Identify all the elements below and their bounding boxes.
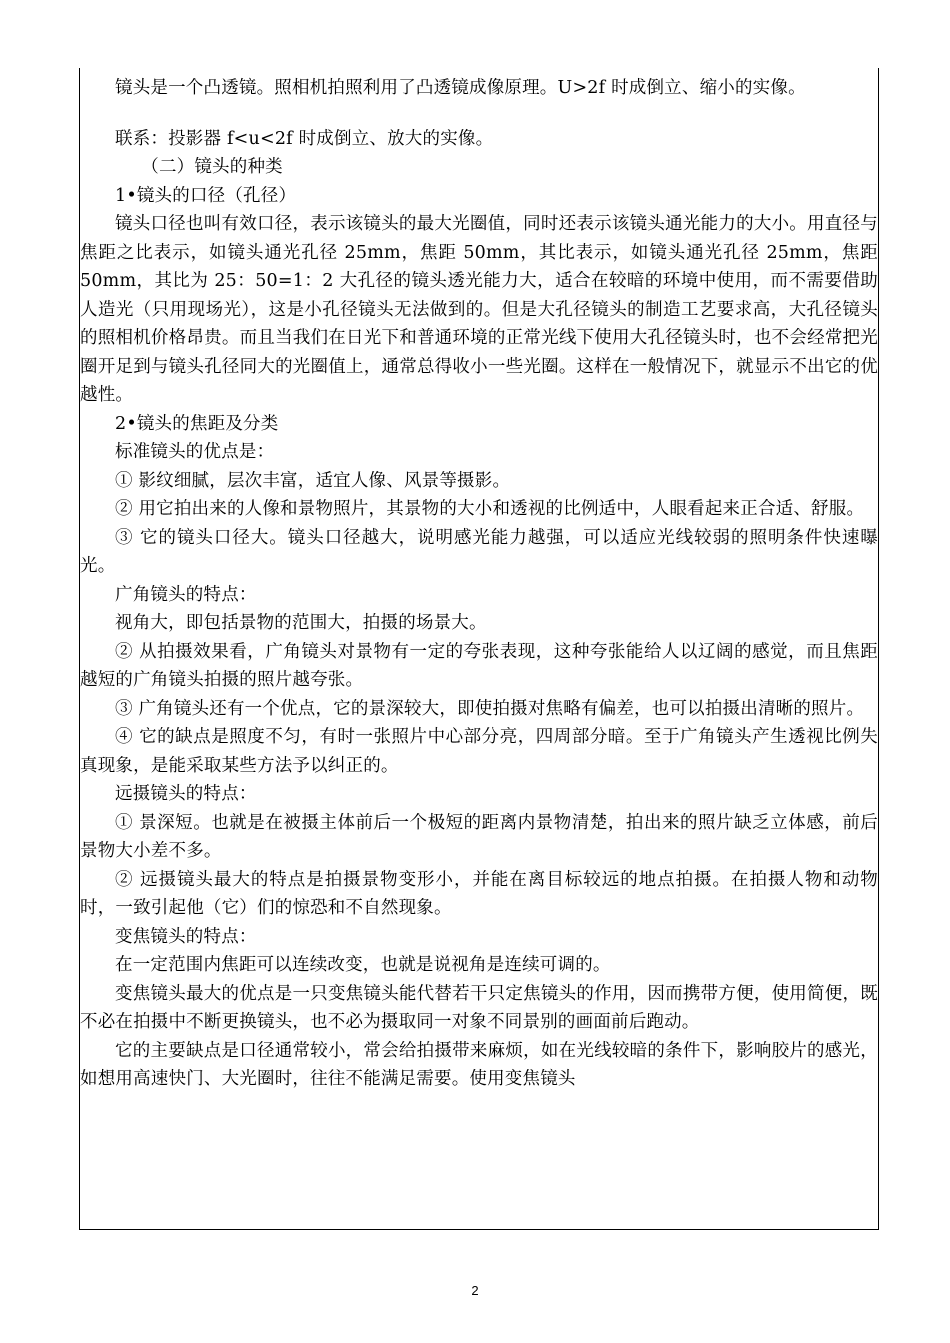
list-item-wide-1: 视角大，即包括景物的范围大，拍摄的场景大。 — [115, 613, 487, 633]
paragraph-projector: 联系：投影器 f<u<2f 时成倒立、放大的实像。 — [115, 128, 494, 149]
section-heading-lens-types: （二）镜头的种类 — [141, 157, 283, 177]
heading-zoom: 变焦镜头的特点： — [115, 926, 257, 947]
heading-wide-angle: 广角镜头的特点： — [115, 584, 257, 605]
page-number: 2 — [471, 1283, 479, 1298]
list-item-wide-4: ④ 它的缺点是照度不匀，有时一张照片中心部分亮，四周部分暗。至于广角镜头产生透视比例失真现象，是能采取某些方法予以纠正的。 — [80, 727, 878, 776]
heading-standard-lens: 标准镜头的优点是： — [115, 442, 275, 462]
paragraph-zoom-3: 它的主要缺点是口径通常较小，常会给拍摄带来麻烦，如在光线较暗的条件下，影响胶片的感光，如想用高速快门、大光圈时，往往不能满足需要。使用变焦镜头 — [80, 1040, 878, 1089]
list-item-tele-1: ① 景深短。也就是在被摄主体前后一个极短的距离内景物清楚，拍出来的照片缺乏立体感，前后景物大小差不多。 — [80, 812, 878, 861]
paragraph-lens-intro: 镜头是一个凸透镜。照相机拍照利用了凸透镜成像原理。U>2f 时成倒立、缩小的实像。 — [115, 78, 806, 98]
list-item-standard-3: ③ 它的镜头口径大。镜头口径越大，说明感光能力越强，可以适应光线较弱的照明条件快速曝光。 — [80, 527, 878, 576]
list-item-tele-2: ② 远摄镜头最大的特点是拍摄景物变形小，并能在离目标较远的地点拍摄。在拍摄人物和动物时，一致引起他（它）们的惊恐和不自然现象。 — [80, 869, 878, 918]
paragraph-zoom-2: 变焦镜头最大的优点是一只变焦镜头能代替若干只定焦镜头的作用，因而携带方便，使用简便，既不必在拍摄中不断更换镜头，也不必为摄取同一对象不同景别的画面前后跑动。 — [80, 983, 878, 1032]
list-item-wide-2: ② 从拍摄效果看，广角镜头对景物有一定的夸张表现，这种夸张能给人以辽阔的感觉，而且焦距越短的广角镜头拍摄的照片越夸张。 — [80, 641, 878, 690]
list-item-standard-1: ① 影纹细腻，层次丰富，适宜人像、风景等摄影。 — [115, 470, 511, 491]
list-item-wide-3: ③ 广角镜头还有一个优点，它的景深较大，即使拍摄对焦略有偏差，也可以拍摄出清晰的照片。 — [115, 698, 865, 719]
text-body — [80, 74, 878, 1094]
heading-telephoto: 远摄镜头的特点： — [115, 784, 257, 804]
content-frame — [79, 68, 879, 1230]
subheading-aperture: 1•镜头的口径（孔径） — [115, 185, 297, 206]
subheading-focal-length: 2•镜头的焦距及分类 — [115, 413, 279, 434]
paragraph-aperture: 镜头口径也叫有效口径，表示该镜头的最大光圈值，同时还表示该镜头通光能力的大小。用直径与焦距之比表示，如镜头通光孔径 25mm，焦距 50mm，其比表示，如镜头通光孔径 25mm，焦距 50mm，其比为 25：50=1：2 大孔径的镜头透光能力大，适合在较暗的环境中使用，而不需要借助人造光（只用现场光），这是小孔径镜头无法做到的。但是大孔径镜头的制造工艺要求高，大孔径镜头的照相机价格昂贵。而且当我们在日光下和普通环境的正常光线下使用大孔径镜头时，也不会经常把光圈开足到与镜头孔径同大的光圈值上，通常总得收小一些光圈。这样在一般情况下，就显示不出它的优越性。 — [80, 214, 878, 405]
list-item-standard-2: ② 用它拍出来的人像和景物照片，其景物的大小和透视的比例适中，人眼看起来正合适、舒服。 — [115, 499, 865, 519]
paragraph-zoom-1: 在一定范围内焦距可以连续改变，也就是说视角是连续可调的。 — [115, 955, 611, 975]
